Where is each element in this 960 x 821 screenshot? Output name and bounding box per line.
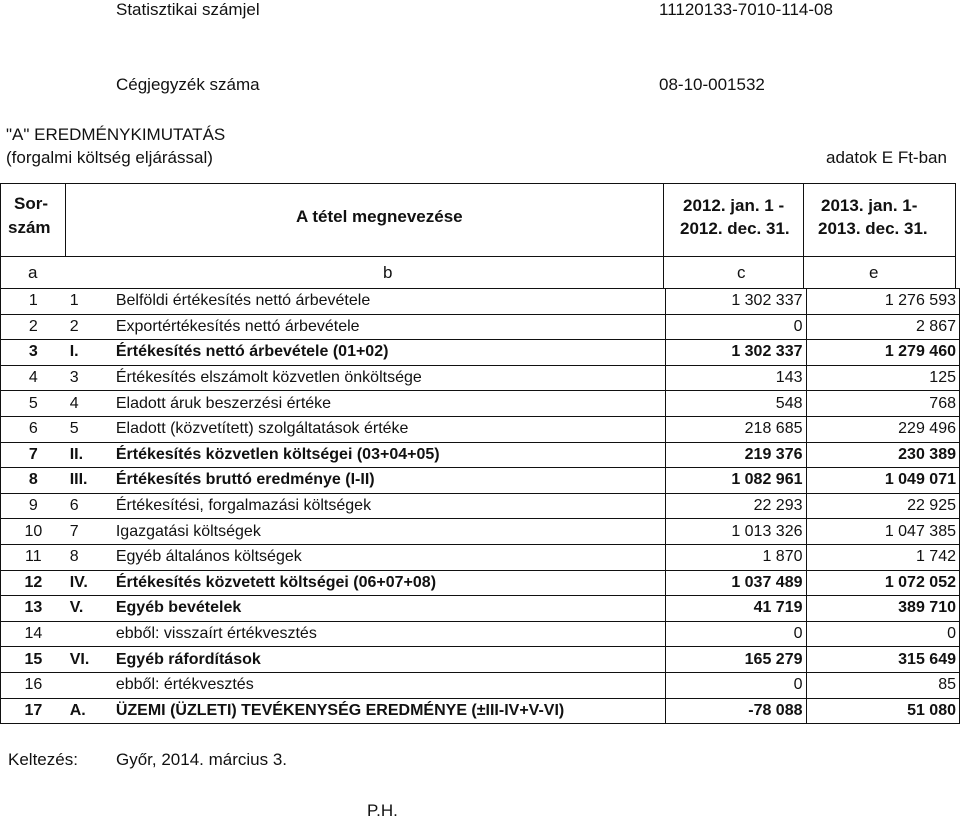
table-row <box>1 468 960 494</box>
item-label: Egyéb ráfordítások <box>112 647 666 673</box>
column-letter-a: a <box>28 263 38 282</box>
header-right-border <box>955 183 956 288</box>
value-2013: 125 <box>806 365 960 391</box>
item-code: 6 <box>66 493 112 519</box>
table-row <box>1 289 960 315</box>
item-code: 7 <box>66 519 112 545</box>
header-period-2013-line2: 2013. dec. 31. <box>818 219 928 238</box>
item-code: III. <box>66 468 112 494</box>
header-period-2012-line1: 2012. jan. 1 - <box>683 196 785 215</box>
row-number: 5 <box>1 391 66 417</box>
value-2012: 1 037 489 <box>666 570 806 596</box>
table-row <box>1 596 960 622</box>
value-2012: 165 279 <box>666 647 806 673</box>
item-code: IV. <box>66 570 112 596</box>
item-label: Értékesítés elszámolt közvetlen önköltsége <box>112 365 666 391</box>
row-number: 17 <box>1 698 66 724</box>
value-2012: 218 685 <box>666 416 806 442</box>
item-label: Igazgatási költségek <box>112 519 666 545</box>
value-2012: 0 <box>666 672 806 698</box>
item-code: V. <box>66 596 112 622</box>
table-row <box>1 365 960 391</box>
header-bottom-border <box>0 256 956 257</box>
item-label: ebből: értékvesztés <box>112 672 666 698</box>
item-code: VI. <box>66 647 112 673</box>
value-2012: 143 <box>666 365 806 391</box>
value-2012: -78 088 <box>666 698 806 724</box>
income-statement-table <box>0 288 960 724</box>
item-label: Belföldi értékesítés nettó árbevétele <box>112 289 666 315</box>
value-2013: 2 867 <box>806 314 960 340</box>
table-row <box>1 391 960 417</box>
row-number: 1 <box>1 289 66 315</box>
item-code: 1 <box>66 289 112 315</box>
row-number: 10 <box>1 519 66 545</box>
value-2013: 1 742 <box>806 544 960 570</box>
item-label: Egyéb általános költségek <box>112 544 666 570</box>
table-row <box>1 672 960 698</box>
value-2013: 229 496 <box>806 416 960 442</box>
item-code: 4 <box>66 391 112 417</box>
item-label: ebből: visszaírt értékvesztés <box>112 621 666 647</box>
row-number: 14 <box>1 621 66 647</box>
value-2013: 1 072 052 <box>806 570 960 596</box>
table-row <box>1 519 960 545</box>
unit-label: adatok E Ft-ban <box>826 148 947 167</box>
value-2013: 1 276 593 <box>806 289 960 315</box>
header-divider-1 <box>65 183 66 256</box>
header-period-2013-line1: 2013. jan. 1- <box>821 196 918 215</box>
value-2012: 41 719 <box>666 596 806 622</box>
value-2012: 1 870 <box>666 544 806 570</box>
table-row <box>1 647 960 673</box>
value-2013: 1 047 385 <box>806 519 960 545</box>
row-number: 15 <box>1 647 66 673</box>
table-row <box>1 442 960 468</box>
row-number: 7 <box>1 442 66 468</box>
value-2012: 548 <box>666 391 806 417</box>
item-code <box>66 621 112 647</box>
value-2013: 768 <box>806 391 960 417</box>
item-code: 3 <box>66 365 112 391</box>
table-row <box>1 698 960 724</box>
reg-value: 08-10-001532 <box>659 75 765 94</box>
item-label: ÜZEMI (ÜZLETI) TEVÉKENYSÉG EREDMÉNYE (±III-IV+V-VI) <box>112 698 666 724</box>
document-subtitle: (forgalmi költség eljárással) <box>6 148 213 167</box>
column-letter-b: b <box>383 263 393 282</box>
table-row <box>1 340 960 366</box>
item-code: 2 <box>66 314 112 340</box>
date-value: Győr, 2014. március 3. <box>116 750 288 769</box>
value-2012: 22 293 <box>666 493 806 519</box>
row-number: 2 <box>1 314 66 340</box>
table-row <box>1 544 960 570</box>
item-label: Eladott (közvetített) szolgáltatások értéke <box>112 416 666 442</box>
column-letter-c: c <box>737 263 746 282</box>
header-period-2012-line2: 2012. dec. 31. <box>680 219 790 238</box>
value-2013: 389 710 <box>806 596 960 622</box>
item-code: A. <box>66 698 112 724</box>
stat-value: 11120133-7010-114-08 <box>659 0 833 19</box>
value-2012: 219 376 <box>666 442 806 468</box>
item-label: Értékesítési, forgalmazási költségek <box>112 493 666 519</box>
value-2013: 51 080 <box>806 698 960 724</box>
table-row <box>1 493 960 519</box>
value-2013: 22 925 <box>806 493 960 519</box>
item-label: Értékesítés bruttó eredménye (I-II) <box>112 468 666 494</box>
value-2012: 0 <box>666 621 806 647</box>
header-left-border <box>0 183 1 288</box>
header-sor-line1: Sor- <box>14 194 48 213</box>
header-sor-line2: szám <box>8 218 51 237</box>
item-label: Értékesítés közvetett költségei (06+07+08) <box>112 570 666 596</box>
item-label: Egyéb bevételek <box>112 596 666 622</box>
header-item-name: A tétel megnevezése <box>296 207 463 226</box>
header-divider-3 <box>803 183 804 288</box>
item-label: Eladott áruk beszerzési értéke <box>112 391 666 417</box>
header-divider-2 <box>663 183 664 288</box>
date-label: Keltezés: <box>8 750 78 769</box>
value-2012: 0 <box>666 314 806 340</box>
table-row <box>1 621 960 647</box>
reg-label: Cégjegyzék száma <box>116 75 260 94</box>
row-number: 12 <box>1 570 66 596</box>
row-number: 13 <box>1 596 66 622</box>
table-row <box>1 416 960 442</box>
value-2013: 1 279 460 <box>806 340 960 366</box>
item-label: Értékesítés közvetlen költségei (03+04+05) <box>112 442 666 468</box>
row-number: 16 <box>1 672 66 698</box>
item-code <box>66 672 112 698</box>
table-row <box>1 314 960 340</box>
value-2013: 85 <box>806 672 960 698</box>
value-2013: 315 649 <box>806 647 960 673</box>
value-2012: 1 302 337 <box>666 289 806 315</box>
table-row <box>1 570 960 596</box>
value-2013: 0 <box>806 621 960 647</box>
item-code: 8 <box>66 544 112 570</box>
item-code: I. <box>66 340 112 366</box>
item-code: II. <box>66 442 112 468</box>
row-number: 6 <box>1 416 66 442</box>
row-number: 3 <box>1 340 66 366</box>
row-number: 4 <box>1 365 66 391</box>
value-2013: 1 049 071 <box>806 468 960 494</box>
document-title: "A" EREDMÉNYKIMUTATÁS <box>6 125 226 144</box>
row-number: 11 <box>1 544 66 570</box>
item-label: Értékesítés nettó árbevétele (01+02) <box>112 340 666 366</box>
value-2012: 1 082 961 <box>666 468 806 494</box>
column-letter-e: e <box>869 263 879 282</box>
row-number: 8 <box>1 468 66 494</box>
item-label: Exportértékesítés nettó árbevétele <box>112 314 666 340</box>
stamp-placeholder: P.H. <box>367 801 398 820</box>
value-2013: 230 389 <box>806 442 960 468</box>
value-2012: 1 013 326 <box>666 519 806 545</box>
row-number: 9 <box>1 493 66 519</box>
item-code: 5 <box>66 416 112 442</box>
value-2012: 1 302 337 <box>666 340 806 366</box>
header-top-border <box>0 183 956 184</box>
stat-label: Statisztikai számjel <box>116 0 260 19</box>
